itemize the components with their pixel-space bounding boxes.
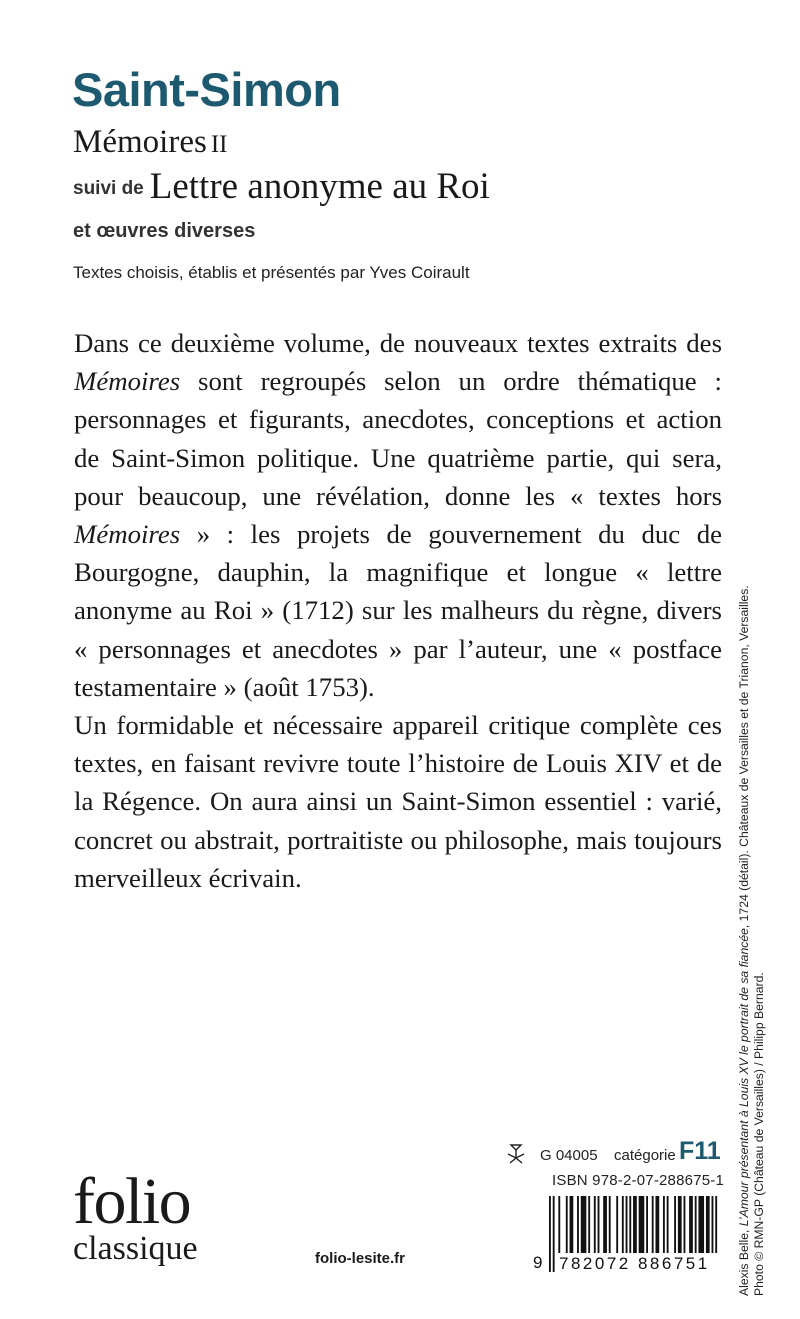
cover-image-credit bbox=[737, 516, 767, 1296]
publisher-mark-icon bbox=[505, 1142, 527, 1166]
blurb-paragraph-2: Un formidable et nécessaire appareil critique complète ces textes, en faisant revivre toute l’histoire de Louis XIV et de la Régence. On aura ainsi un Saint-Simon essentiel : varié, concret ou abstrait, portraitiste ou philosophe, mais toujours merveilleux écrivain. bbox=[74, 710, 722, 893]
product-code: G 04005 bbox=[540, 1147, 598, 1164]
editor-credit: Textes choisis, établis et présentés par Yves Coirault bbox=[73, 263, 470, 282]
italic-title: Mémoires bbox=[74, 366, 181, 397]
category-label: catégorie bbox=[614, 1147, 676, 1164]
volume-number: II bbox=[210, 131, 228, 158]
isbn-number: ISBN 978-2-07-288675-1 bbox=[552, 1172, 725, 1189]
ean-digits: 782072 886751 bbox=[557, 1253, 719, 1275]
credit-line-1: Alexis Belle, L’Amour présentant à Louis XV le portrait de sa fiancée, 1724 (détail). Châteaux de Versailles et de Trianon, Versailles. bbox=[737, 585, 751, 1296]
book-title bbox=[73, 126, 227, 159]
title-extra: et œuvres diverses bbox=[73, 220, 256, 242]
back-cover-blurb bbox=[74, 324, 722, 897]
blurb-paragraph-1: Dans ce deuxième volume, de nouveaux textes extraits des Mémoires sont regroupés selon un ordre thématique : personnages et figurants, anecdotes, conceptions et action de Saint-Simon politique. Une quatrième partie, qui sera, pour beaucoup, une révélation, donne les « textes hors Mémoires » : les projets de gouvernement du duc de Bourgogne, dauphin, la magnifique et longue « lettre anonyme au Roi » (1712) sur les malheurs du règne, divers « personnages et anecdotes » par l’auteur, une « postface testamentaire » (août 1753). bbox=[74, 328, 722, 702]
book-title-text: Mémoires bbox=[73, 124, 207, 160]
publisher-website: folio-lesite.fr bbox=[315, 1250, 406, 1267]
logo-classique-text: classique bbox=[73, 1230, 198, 1267]
credit-line-2: Photo © RMN-GP (Château de Versailles) / Philipp Bernard. bbox=[751, 972, 766, 1296]
author-name: Saint-Simon bbox=[72, 63, 341, 116]
second-title-line bbox=[73, 168, 490, 205]
ean-first-digit: 9 bbox=[533, 1253, 543, 1272]
followed-by-label: suivi de bbox=[73, 178, 144, 199]
italic-title: Mémoires bbox=[74, 519, 181, 550]
folio-classique-logo bbox=[73, 1165, 198, 1267]
category-code: F11 bbox=[679, 1137, 721, 1165]
second-title: Lettre anonyme au Roi bbox=[149, 166, 490, 207]
logo-folio-text: folio bbox=[73, 1165, 191, 1238]
